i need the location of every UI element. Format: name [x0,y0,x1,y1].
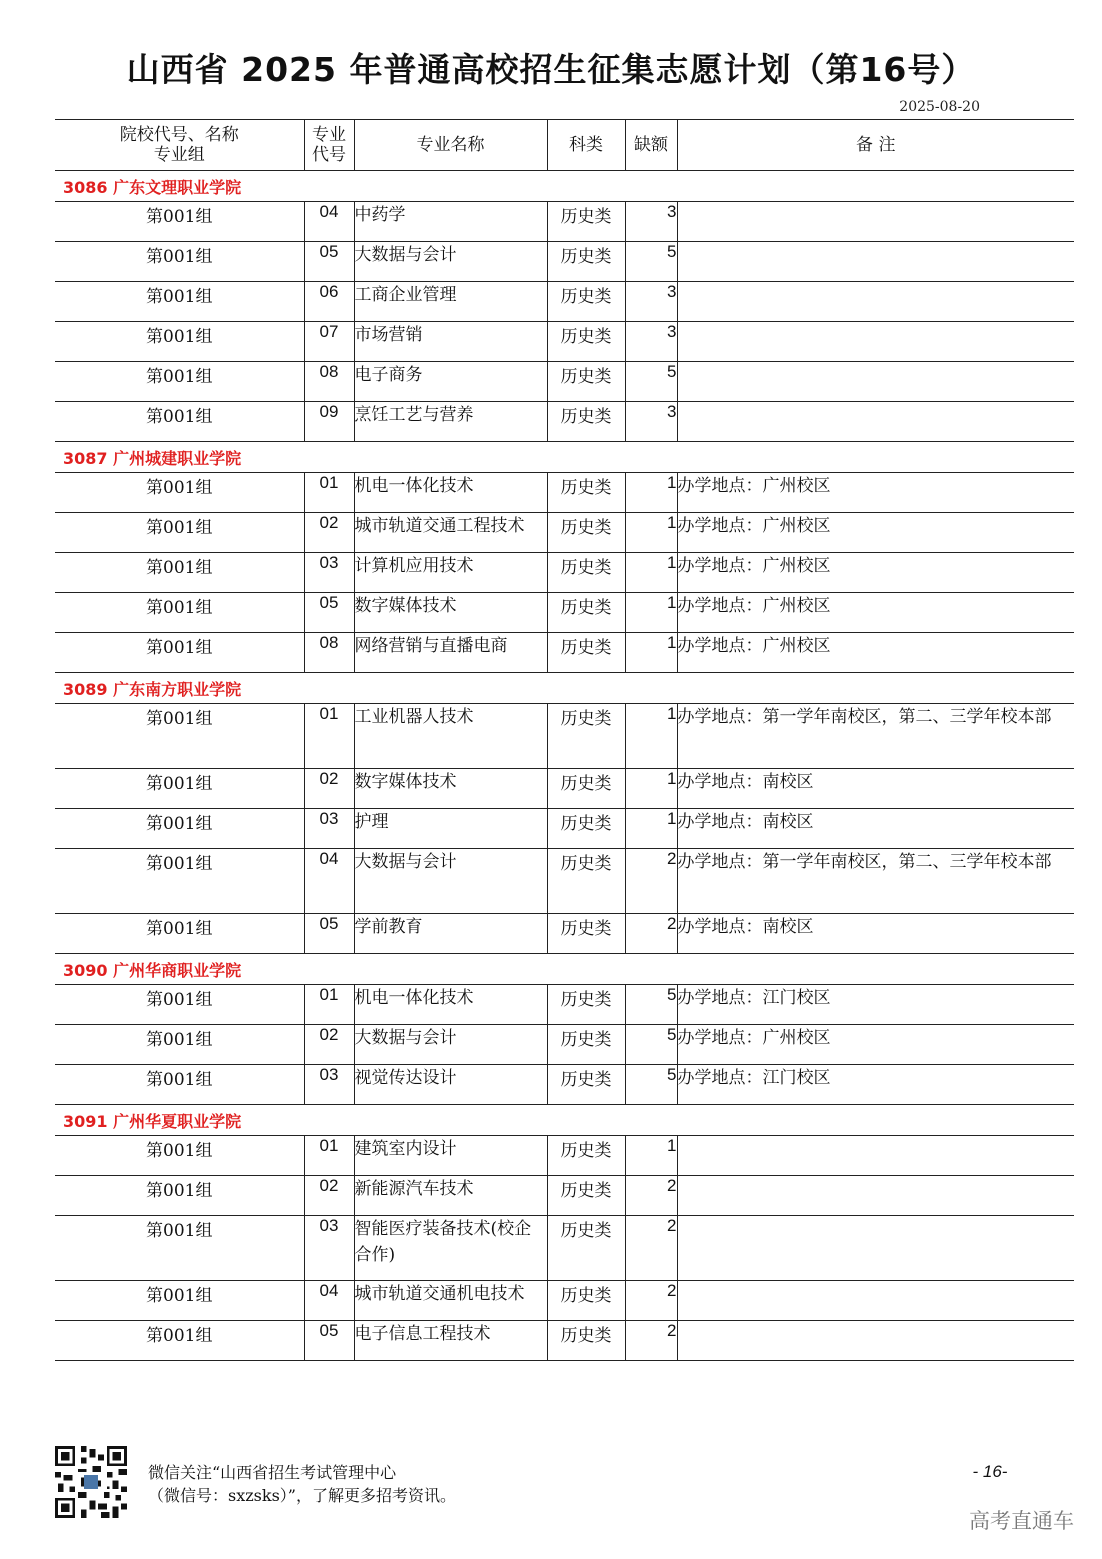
group-cell: 第001组 [55,593,304,633]
group-cell: 第001组 [55,513,304,553]
major-code-cell: 01 [304,704,354,769]
category-cell: 历史类 [547,1136,625,1176]
category-cell: 历史类 [547,1321,625,1361]
quota-cell: 2 [625,914,677,954]
major-code-cell: 07 [304,322,354,362]
quota-cell: 3 [625,322,677,362]
quota-cell: 5 [625,242,677,282]
table-row [55,362,1074,402]
major-name-cell: 工商企业管理 [354,282,547,322]
table-row [55,202,1074,242]
school-header-row [55,954,1074,985]
major-code-cell: 01 [304,985,354,1025]
group-cell: 第001组 [55,202,304,242]
quota-cell: 1 [625,769,677,809]
group-cell: 第001组 [55,362,304,402]
note-cell [677,1216,1074,1281]
note-cell: 办学地点：第一学年南校区，第二、三学年校本部 [677,849,1074,914]
major-code-cell: 04 [304,849,354,914]
quota-cell: 1 [625,809,677,849]
category-cell: 历史类 [547,513,625,553]
major-name-cell: 智能医疗装备技术(校企合作) [354,1216,547,1281]
header-major-code [304,120,354,171]
major-name-cell: 烹饪工艺与营养 [354,402,547,442]
major-name-cell: 计算机应用技术 [354,553,547,593]
note-cell [677,202,1074,242]
major-name-cell: 视觉传达设计 [354,1065,547,1105]
major-code-cell: 09 [304,402,354,442]
group-cell: 第001组 [55,1176,304,1216]
note-cell: 办学地点：广州校区 [677,633,1074,673]
page-title: 山西省 2025 年普通高校招生征集志愿计划（第16号） [126,50,976,89]
note-cell [677,1281,1074,1321]
header-code-line2: 代号 [312,145,346,165]
wechat-line-1: 微信关注“山西省招生考试管理中心 [148,1463,397,1482]
major-code-cell: 02 [304,513,354,553]
group-cell: 第001组 [55,242,304,282]
quota-cell: 2 [625,1281,677,1321]
header-code-line1: 专业 [312,125,346,145]
watermark-text: 高考直通车 [969,1509,1074,1533]
table-header-row [55,120,1074,171]
category-cell: 历史类 [547,362,625,402]
header-quota: 缺额 [625,120,677,171]
group-cell: 第001组 [55,1321,304,1361]
major-code-cell: 05 [304,593,354,633]
table-row [55,1216,1074,1281]
wechat-notice [148,1461,456,1507]
table-row [55,1176,1074,1216]
major-name-cell: 大数据与会计 [354,242,547,282]
note-cell: 办学地点：广州校区 [677,593,1074,633]
school-header-row [55,1105,1074,1136]
major-name-cell: 工业机器人技术 [354,704,547,769]
category-cell: 历史类 [547,1065,625,1105]
quota-cell: 3 [625,402,677,442]
category-cell: 历史类 [547,1176,625,1216]
note-cell [677,362,1074,402]
note-cell [677,1321,1074,1361]
quota-cell: 5 [625,985,677,1025]
category-cell: 历史类 [547,985,625,1025]
category-cell: 历史类 [547,704,625,769]
table-row [55,985,1074,1025]
category-cell: 历史类 [547,1025,625,1065]
quota-cell: 1 [625,1136,677,1176]
quota-cell: 1 [625,553,677,593]
table-row [55,513,1074,553]
table-row [55,769,1074,809]
major-code-cell: 01 [304,1136,354,1176]
major-name-cell: 数字媒体技术 [354,769,547,809]
table-row [55,704,1074,769]
category-cell: 历史类 [547,402,625,442]
note-cell: 办学地点：广州校区 [677,1025,1074,1065]
table-row [55,914,1074,954]
major-code-cell: 03 [304,809,354,849]
major-code-cell: 02 [304,1176,354,1216]
school-header-row [55,673,1074,704]
note-cell: 办学地点：江门校区 [677,985,1074,1025]
category-cell: 历史类 [547,242,625,282]
table-row [55,849,1074,914]
group-cell: 第001组 [55,282,304,322]
table-row [55,282,1074,322]
major-code-cell: 03 [304,1065,354,1105]
group-cell: 第001组 [55,1025,304,1065]
note-cell: 办学地点：广州校区 [677,473,1074,513]
major-name-cell: 建筑室内设计 [354,1136,547,1176]
category-cell: 历史类 [547,769,625,809]
category-cell: 历史类 [547,553,625,593]
note-cell [677,402,1074,442]
group-cell: 第001组 [55,473,304,513]
group-cell: 第001组 [55,985,304,1025]
note-cell [677,282,1074,322]
school-name: 3087 广州城建职业学院 [55,442,1074,473]
note-cell [677,1176,1074,1216]
group-cell: 第001组 [55,849,304,914]
group-cell: 第001组 [55,809,304,849]
major-name-cell: 市场营销 [354,322,547,362]
quota-cell: 2 [625,849,677,914]
category-cell: 历史类 [547,1216,625,1281]
category-cell: 历史类 [547,593,625,633]
header-school-line1: 院校代号、名称 [119,125,239,145]
note-cell: 办学地点：南校区 [677,809,1074,849]
major-code-cell: 03 [304,1216,354,1281]
major-name-cell: 大数据与会计 [354,849,547,914]
table-row [55,593,1074,633]
category-cell: 历史类 [547,1281,625,1321]
category-cell: 历史类 [547,914,625,954]
note-cell: 办学地点：南校区 [677,914,1074,954]
major-name-cell: 新能源汽车技术 [354,1176,547,1216]
quota-cell: 5 [625,1065,677,1105]
note-cell: 办学地点：广州校区 [677,513,1074,553]
table-row [55,1065,1074,1105]
table-row [55,1136,1074,1176]
quota-cell: 5 [625,362,677,402]
major-code-cell: 03 [304,553,354,593]
major-name-cell: 中药学 [354,202,547,242]
group-cell: 第001组 [55,769,304,809]
table-row [55,242,1074,282]
table-row [55,402,1074,442]
quota-cell: 2 [625,1216,677,1281]
major-code-cell: 06 [304,282,354,322]
major-code-cell: 02 [304,1025,354,1065]
quota-cell: 1 [625,513,677,553]
major-code-cell: 02 [304,769,354,809]
publish-date: 2025-08-20 [899,99,980,115]
header-school [55,120,304,171]
group-cell: 第001组 [55,322,304,362]
school-name: 3086 广东文理职业学院 [55,171,1074,202]
group-cell: 第001组 [55,553,304,593]
major-name-cell: 学前教育 [354,914,547,954]
table-row [55,1321,1074,1361]
group-cell: 第001组 [55,1065,304,1105]
quota-cell: 1 [625,633,677,673]
note-cell [677,1136,1074,1176]
table-row [55,1281,1074,1321]
group-cell: 第001组 [55,402,304,442]
major-name-cell: 城市轨道交通工程技术 [354,513,547,553]
table-body [55,171,1074,1361]
category-cell: 历史类 [547,202,625,242]
major-code-cell: 04 [304,202,354,242]
table-row [55,473,1074,513]
major-code-cell: 01 [304,473,354,513]
group-cell: 第001组 [55,633,304,673]
major-name-cell: 机电一体化技术 [354,473,547,513]
group-cell: 第001组 [55,1136,304,1176]
major-name-cell: 电子信息工程技术 [354,1321,547,1361]
page-number: - 16- [972,1462,1008,1481]
major-name-cell: 护理 [354,809,547,849]
group-cell: 第001组 [55,704,304,769]
major-name-cell: 网络营销与直播电商 [354,633,547,673]
quota-cell: 2 [625,1176,677,1216]
major-code-cell: 05 [304,1321,354,1361]
header-major-name: 专业名称 [354,120,547,171]
major-code-cell: 08 [304,362,354,402]
note-cell: 办学地点：江门校区 [677,1065,1074,1105]
category-cell: 历史类 [547,473,625,513]
note-cell: 办学地点：第一学年南校区，第二、三学年校本部 [677,704,1074,769]
table-row [55,553,1074,593]
table-row [55,322,1074,362]
note-cell: 办学地点：广州校区 [677,553,1074,593]
table-row [55,633,1074,673]
category-cell: 历史类 [547,809,625,849]
school-name: 3090 广州华商职业学院 [55,954,1074,985]
wechat-line-2: （微信号：sxzsks）”，了解更多招考资讯。 [148,1486,456,1505]
table-row [55,1025,1074,1065]
quota-cell: 3 [625,202,677,242]
enrollment-plan-table [55,119,1074,1361]
major-name-cell: 电子商务 [354,362,547,402]
group-cell: 第001组 [55,1216,304,1281]
category-cell: 历史类 [547,633,625,673]
major-code-cell: 05 [304,242,354,282]
note-cell [677,322,1074,362]
header-category: 科类 [547,120,625,171]
table-row [55,809,1074,849]
school-name: 3091 广州华夏职业学院 [55,1105,1074,1136]
category-cell: 历史类 [547,849,625,914]
quota-cell: 2 [625,1321,677,1361]
quota-cell: 1 [625,704,677,769]
major-name-cell: 数字媒体技术 [354,593,547,633]
school-name: 3089 广东南方职业学院 [55,673,1074,704]
header-note: 备 注 [677,120,1074,171]
major-name-cell: 大数据与会计 [354,1025,547,1065]
qr-code-icon [55,1446,127,1518]
note-cell [677,242,1074,282]
major-name-cell: 机电一体化技术 [354,985,547,1025]
group-cell: 第001组 [55,1281,304,1321]
note-cell: 办学地点：南校区 [677,769,1074,809]
major-code-cell: 08 [304,633,354,673]
category-cell: 历史类 [547,322,625,362]
school-header-row [55,171,1074,202]
category-cell: 历史类 [547,282,625,322]
quota-cell: 1 [625,593,677,633]
major-code-cell: 05 [304,914,354,954]
major-name-cell: 城市轨道交通机电技术 [354,1281,547,1321]
quota-cell: 1 [625,473,677,513]
header-school-line2: 专业组 [153,145,205,165]
major-code-cell: 04 [304,1281,354,1321]
group-cell: 第001组 [55,914,304,954]
school-header-row [55,442,1074,473]
quota-cell: 3 [625,282,677,322]
quota-cell: 5 [625,1025,677,1065]
